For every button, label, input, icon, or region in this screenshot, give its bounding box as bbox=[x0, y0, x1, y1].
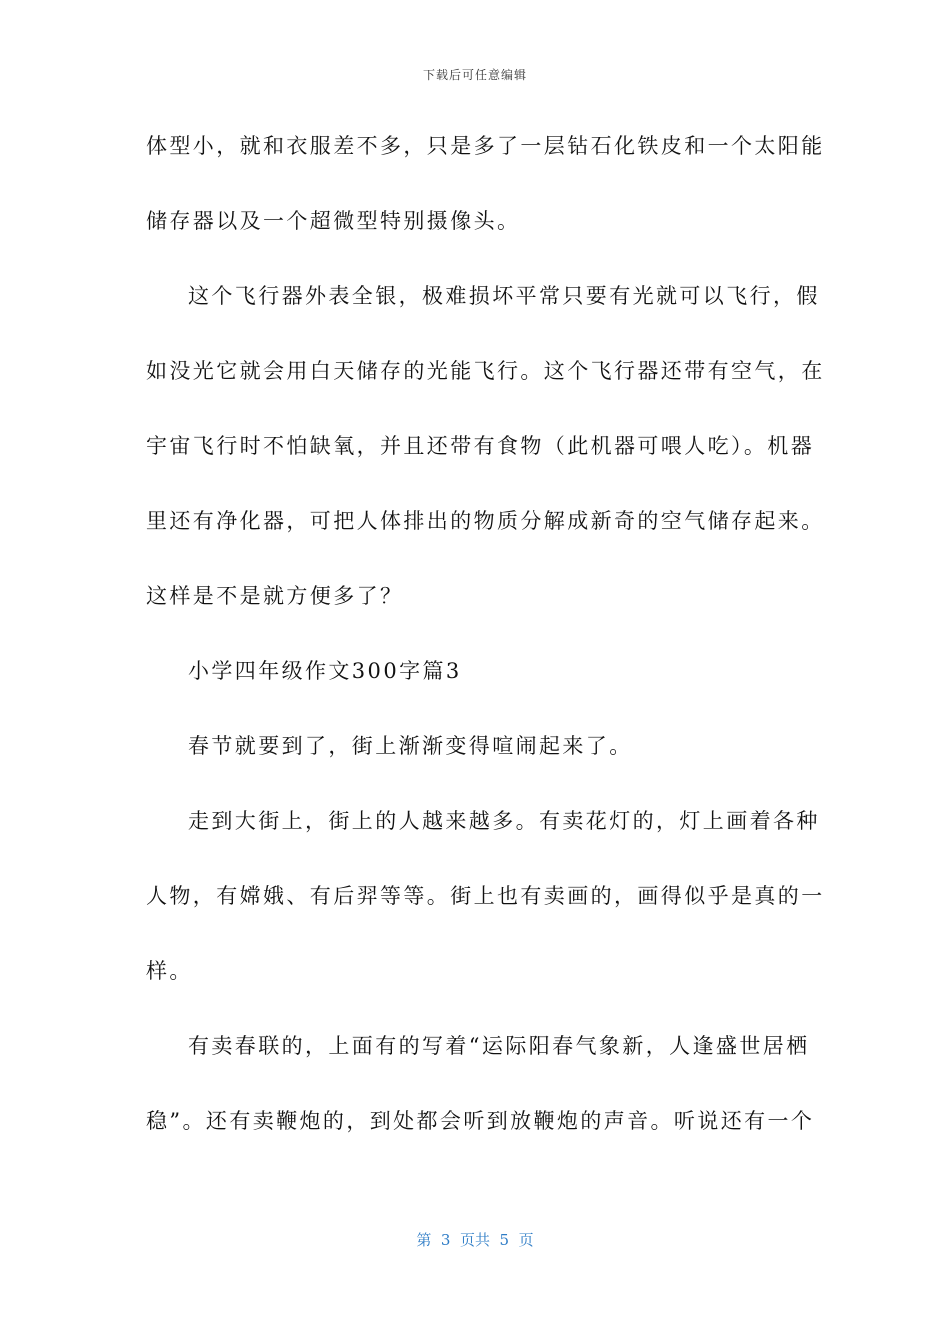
paragraph-start-line: 有卖春联的，上面有的写着“运际阳春气象新，人逢盛世居栖 bbox=[188, 1034, 810, 1058]
page-number-footer: 第 3 页共 5 页 bbox=[416, 1231, 534, 1249]
paragraph-start-line: 春节就要到了，街上渐渐变得喧闹起来了。 bbox=[188, 734, 633, 758]
text-line: 这样是不是就方便多了？ bbox=[146, 584, 404, 608]
text-line: 样。 bbox=[146, 959, 193, 983]
section-heading: 小学四年级作文300字篇3 bbox=[188, 659, 462, 683]
text-line: 宇宙飞行时不怕缺氧，并且还带有食物（此机器可喂人吃）。机器 bbox=[146, 434, 815, 458]
text-line: 稳”。还有卖鞭炮的，到处都会听到放鞭炮的声音。听说还有一个 bbox=[146, 1109, 815, 1133]
paragraph-start-line: 走到大街上，街上的人越来越多。有卖花灯的，灯上画着各种 bbox=[188, 809, 820, 833]
text-line: 人物，有嫦娥、有后羿等等。街上也有卖画的，画得似乎是真的一 bbox=[146, 884, 825, 908]
text-line: 如没光它就会用白天储存的光能飞行。这个飞行器还带有空气，在 bbox=[146, 359, 825, 383]
page-header: 下载后可任意编辑 bbox=[422, 68, 527, 82]
paragraph-start-line: 这个飞行器外表全银，极难损坏平常只要有光就可以飞行，假 bbox=[188, 284, 820, 308]
text-line: 储存器以及一个超微型特别摄像头。 bbox=[146, 209, 521, 233]
text-line: 里还有净化器，可把人体排出的物质分解成新奇的空气储存起来。 bbox=[146, 509, 825, 533]
text-line: 体型小，就和衣服差不多，只是多了一层钻石化铁皮和一个太阳能 bbox=[146, 134, 825, 158]
